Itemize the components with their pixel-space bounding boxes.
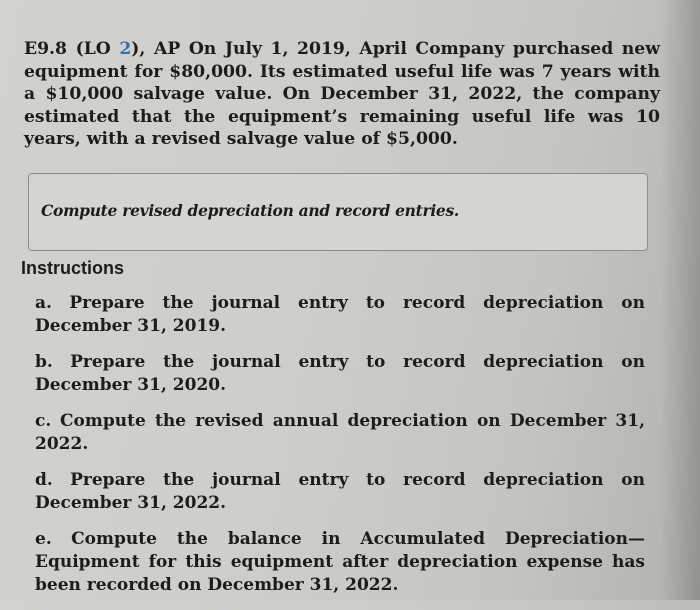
problem-tag: AP [153,39,181,59]
item-letter: a. [35,293,52,313]
problem-statement [24,38,660,151]
instruction-item-d [35,469,645,515]
instructions-heading: Instructions [21,258,125,278]
item-text: Prepare the journal entry to record depreciation on December 31, 2022. [35,470,645,513]
item-text: Compute the revised annual depreciation on December 31, 2022. [35,411,646,454]
instruction-item-e [35,528,645,597]
learning-objective-open: (LO [75,39,120,59]
item-text: Compute the balance in Accumulated Depreciation—Equipment for this equipment after depreciation expense has been recorded on December 31, 2022. [35,529,645,595]
item-text: Prepare the journal entry to record depreciation on December 31, 2020. [35,352,645,395]
item-letter: d. [35,470,53,490]
problem-text: On July 1, 2019, April Company purchased new equipment for $80,000. Its estimated useful life was 7 years with a $10,000 salvage value. On December 31, 2022, the company estimated that the equipment’s remaining useful life was 10 years, with a revised salvage value of $5,000. [24,39,661,149]
problem-code: E9.8 [24,39,68,59]
learning-objective-link[interactable]: 2 [119,39,132,59]
item-text: Prepare the journal entry to record depreciation on December 31, 2019. [35,293,645,336]
instruction-item-b [35,351,645,397]
instruction-item-c [35,410,645,456]
item-letter: b. [35,352,53,372]
instructions-list [35,292,645,610]
callout-text: Compute revised depreciation and record entries. [41,201,460,220]
callout-box [28,173,648,251]
instruction-item-a [35,292,645,338]
item-letter: e. [35,529,52,549]
item-letter: c. [35,411,52,431]
learning-objective-close: ), [131,39,146,59]
page-shadow [660,0,700,600]
